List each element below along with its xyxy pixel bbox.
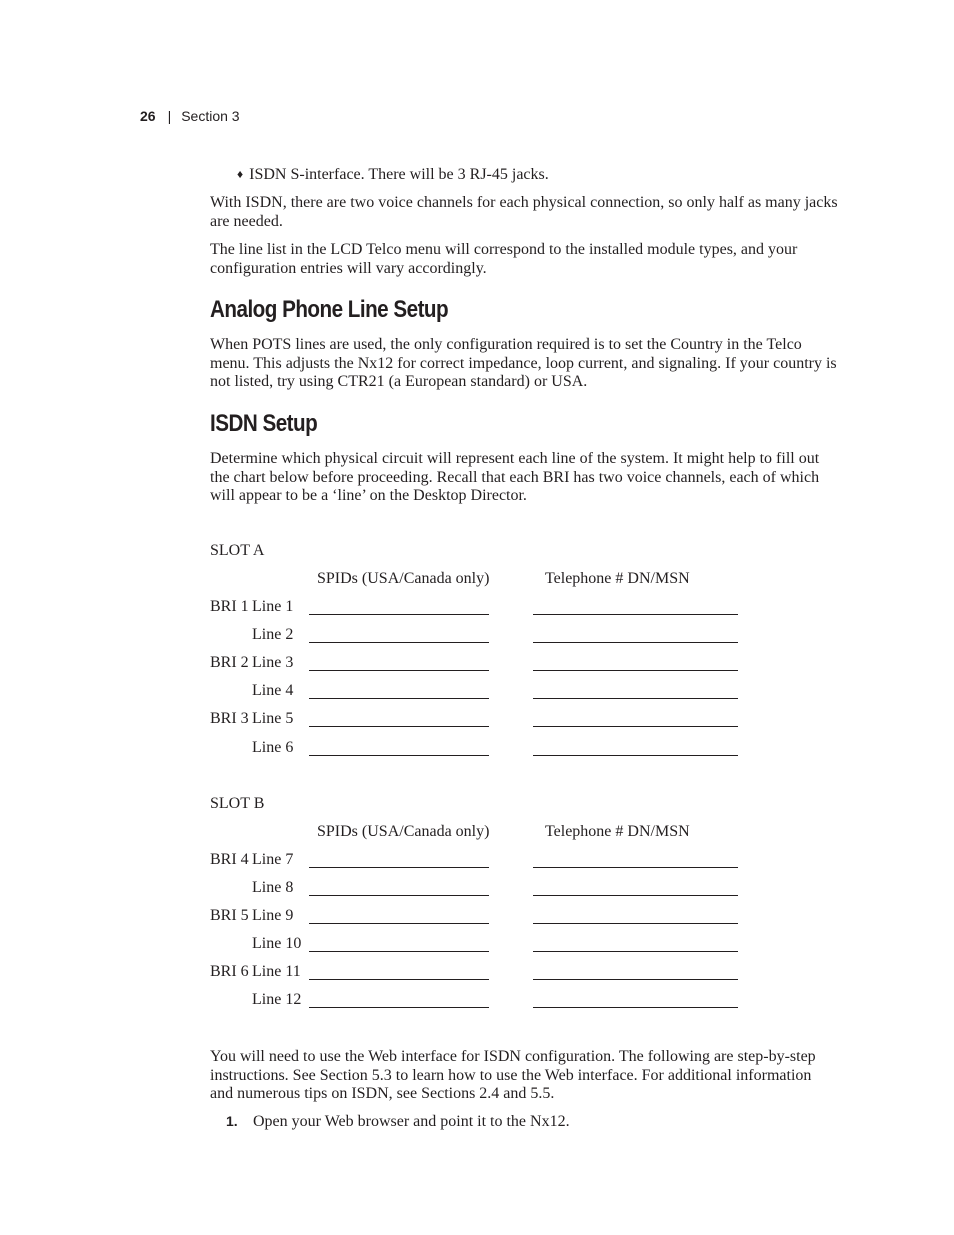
column-header-telephone: Telephone # DN/MSN (545, 570, 690, 587)
header-separator: | (167, 108, 172, 124)
paragraph-web-interface: You will need to use the Web interface for ISDN configuration. The following are step-by-step instructions. See Section 5.3 to learn how to use the Web interface. For additional information and numerous tips on ISDN, see Sections 2.4 and 5.5. (210, 1048, 816, 1102)
page-number: 26 (140, 108, 156, 124)
bri-label: BRI 4 (210, 851, 249, 868)
heading-analog: Analog Phone Line Setup (210, 296, 449, 323)
table-row (210, 654, 770, 674)
column-header-telephone: Telephone # DN/MSN (545, 823, 690, 840)
step-number: 1. (226, 1113, 238, 1129)
bullet-item (237, 166, 549, 184)
table-row (210, 963, 770, 983)
telephone-blank (533, 867, 738, 868)
table-row (210, 851, 770, 871)
paragraph-analog: When POTS lines are used, the only configuration required is to set the Country in the Telco menu. This adjusts the Nx12 for correct impedance, loop current, and signaling. If your country is not listed, try using CTR21 (a European standard) or USA. (210, 336, 837, 390)
heading-isdn: ISDN Setup (210, 410, 318, 437)
line-label: Line 10 (252, 935, 302, 952)
bri-label: BRI 2 (210, 654, 249, 671)
line-label: Line 1 (252, 598, 294, 615)
line-label: Line 9 (252, 907, 294, 924)
diamond-bullet-icon: ♦ (237, 167, 244, 181)
bri-label: BRI 6 (210, 963, 249, 980)
column-header-spids: SPIDs (USA/Canada only) (317, 570, 490, 587)
slot-a-label: SLOT A (210, 542, 265, 559)
telephone-blank (533, 923, 738, 924)
telephone-blank (533, 726, 738, 727)
spid-blank (309, 698, 489, 699)
step-text: Open your Web browser and point it to the Nx12. (253, 1113, 570, 1130)
paragraph-line-list: The line list in the LCD Telco menu will correspond to the installed module types, and your configuration entries will vary accordingly. (210, 241, 798, 277)
line-label: Line 7 (252, 851, 294, 868)
telephone-blank (533, 642, 738, 643)
line-label: Line 2 (252, 626, 294, 643)
telephone-blank (533, 1007, 738, 1008)
telephone-blank (533, 979, 738, 980)
spid-blank (309, 755, 489, 756)
spid-blank (309, 895, 489, 896)
telephone-blank (533, 698, 738, 699)
telephone-blank (533, 670, 738, 671)
page-header (140, 108, 240, 124)
bri-label: BRI 3 (210, 710, 249, 727)
telephone-blank (533, 951, 738, 952)
telephone-blank (533, 614, 738, 615)
spid-blank (309, 726, 489, 727)
column-header-spids: SPIDs (USA/Canada only) (317, 823, 490, 840)
telephone-blank (533, 755, 738, 756)
table-row (210, 626, 770, 646)
spid-blank (309, 670, 489, 671)
section-label: Section 3 (181, 108, 240, 124)
table-row (210, 682, 770, 702)
line-label: Line 5 (252, 710, 294, 727)
line-label: Line 11 (252, 963, 301, 980)
telephone-blank (533, 895, 738, 896)
step-item (226, 1113, 570, 1131)
paragraph-isdn: Determine which physical circuit will represent each line of the system. It might help to fill out the chart below before proceeding. Recall that each BRI has two voice channels, each of which will appear to be a ‘line’ on the Desktop Director. (210, 450, 820, 504)
spid-blank (309, 614, 489, 615)
table-row (210, 907, 770, 927)
line-label: Line 8 (252, 879, 294, 896)
table-row (210, 991, 770, 1011)
bri-label: BRI 1 (210, 598, 249, 615)
spid-blank (309, 923, 489, 924)
bullet-text: ISDN S-interface. There will be 3 RJ-45 jacks. (249, 166, 549, 183)
line-label: Line 3 (252, 654, 294, 671)
table-row (210, 598, 770, 618)
table-row (210, 739, 770, 759)
spid-blank (309, 867, 489, 868)
slot-b-label: SLOT B (210, 795, 265, 812)
spid-blank (309, 951, 489, 952)
line-label: Line 4 (252, 682, 294, 699)
paragraph-isdn-channels: With ISDN, there are two voice channels for each physical connection, so only half as many jacks are needed. (210, 194, 838, 230)
table-row (210, 710, 770, 730)
bri-label: BRI 5 (210, 907, 249, 924)
spid-blank (309, 1007, 489, 1008)
line-label: Line 6 (252, 739, 294, 756)
table-row (210, 935, 770, 955)
line-label: Line 12 (252, 991, 302, 1008)
spid-blank (309, 979, 489, 980)
spid-blank (309, 642, 489, 643)
table-row (210, 879, 770, 899)
